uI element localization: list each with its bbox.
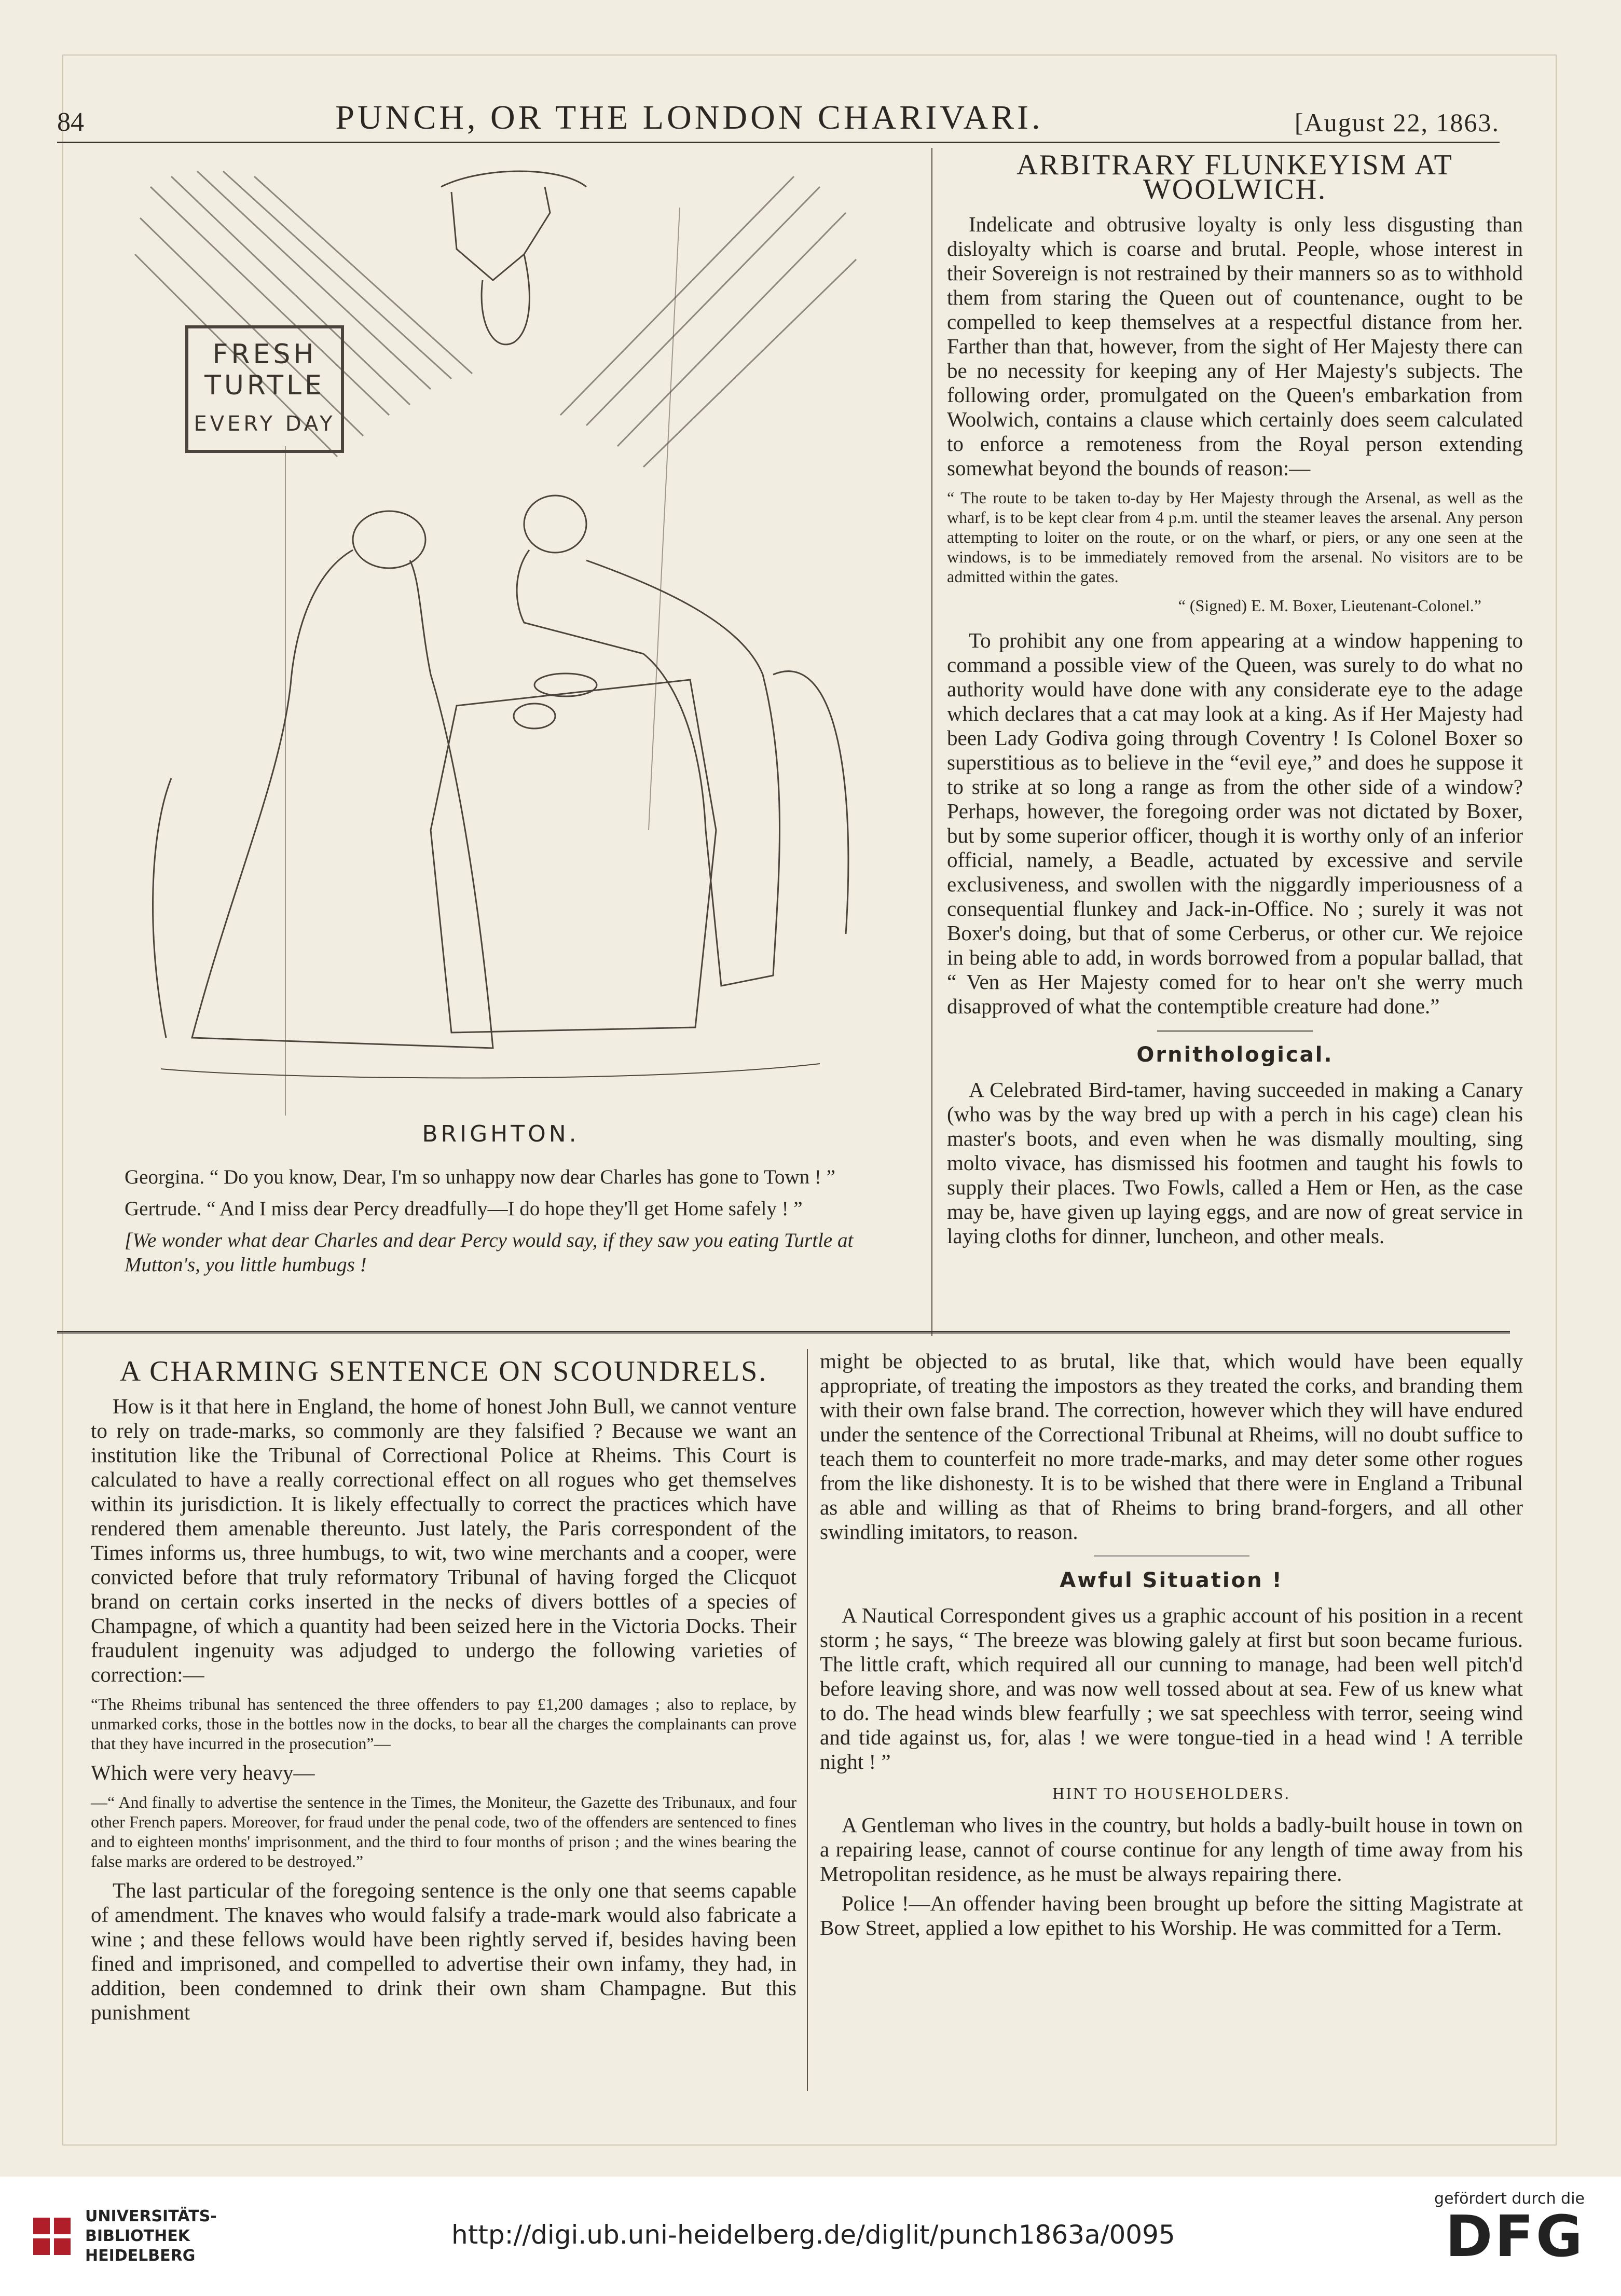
dfg-logo: DFG	[1445, 2203, 1585, 2270]
library-name-1: UNIVERSITÄTS-	[85, 2207, 217, 2225]
article-paragraph: A Celebrated Bird-tamer, having succeeded in making a Canary (who was by the way bred up with a perch in his cage) clean his master's boots, and even when he was dismally moulting, sing molto vivace, has dismissed his footmen and taught his fowls to supply their places. Two Fowls, called a Hem or Hen, as the case may be, have given up laying eggs, and are now of great service in laying cloths for dinner, luncheon, and other meals.	[947, 1078, 1523, 1248]
caption-editorial: [We wonder what dear Charles and dear Percy would say, if they saw you eating Turtle at Mutton's, you little humbugs !	[125, 1229, 854, 1276]
section-separator	[57, 1331, 1510, 1333]
caption-gertrude: Gertrude. “ And I miss dear Percy dreadfully—I do hope they'll get Home safely ! ”	[125, 1198, 803, 1220]
library-emblem-icon	[31, 2216, 73, 2257]
article-title: A CHARMING SENTENCE ON SCOUNDRELS.	[119, 1355, 768, 1387]
article-charming-sentence	[91, 1355, 796, 2030]
article-paragraph: Police !—An offender having been brought up before the sitting Magistrate at Bow Street, applied a low epithet to his Worship. He was committed for a Term.	[820, 1891, 1523, 1940]
quoted-sentence: “The Rheims tribunal has sentenced the three offenders to pay £1,200 damages ; also to replace, by unmarked corks, those in the bottles now in the docks, to bear all the charges the complainants can prove that they have incurred in the prosecution”—	[91, 1695, 796, 1753]
funded-by-label: gefördert durch die	[1434, 2190, 1585, 2208]
funder-logo[interactable]	[1434, 2190, 1585, 2270]
article-paragraph: Indelicate and obtrusive loyalty is only less disgusting than disloyalty which is coarse and brutal. People, whose interest in their Sovereign is not restrained by their manners so as to withhold them from staring the Queen out of countenance, ought to be compelled to keep themselves at a respectful distance from her. Farther than that, however, from the sight of Her Majesty there can be no necessity for keeping any of Her Majesty's subjects. The following order, promulgated on the Queen's embarkation from Woolwich, contains a clause which certainly does seem calculated to enforce a remoteness from the Royal person extending somewhat beyond the bounds of reason:—	[947, 212, 1523, 480]
illustration-caption	[125, 1165, 887, 1284]
order-signature: “ (Signed) E. M. Boxer, Lieutenant-Colonel.”	[1178, 596, 1481, 615]
library-name-2: BIBLIOTHEK	[85, 2227, 190, 2245]
sign-text-3: EVERY DAY	[194, 412, 336, 436]
library-name-3: HEIDELBERG	[85, 2247, 196, 2265]
library-logo[interactable]	[31, 2207, 217, 2266]
divider-rule	[1157, 1030, 1313, 1032]
masthead-title: PUNCH, OR THE LONDON CHARIVARI.	[335, 99, 1043, 136]
sign-text-2: TURTLE	[204, 370, 325, 401]
article-title-ornithological: Ornithological.	[1136, 1043, 1334, 1067]
article-paragraph: A Nautical Correspondent gives us a graphic account of his position in a recent storm ; he says, “ The breeze was blowing galely at first but soon became furious. The little craft, which required all our cunning to manage, had been well pitch'd before leaving shore, and was now well tossed about at sea. Few of us knew what to do. The head winds blew fearfully ; we sat speechless with terror, seeing wind and tide against us, for, alas ! we were tongue-tied in a head wind ! A terrible night ! ”	[820, 1603, 1523, 1773]
column-divider	[931, 148, 932, 1336]
article-title: ARBITRARY FLUNKEYISM AT WOOLWICH.	[1016, 149, 1453, 205]
brighton-illustration	[119, 156, 882, 1116]
article-paragraph: How is it that here in England, the home of honest John Bull, we cannot venture to rely on trade-marks, so commonly are they falsified ? Because we want an institution like the Tribunal of Correctional Police at Rheims. This Court is calculated to have a really correctional effect on all rogues who get themselves within its jurisdiction. It is likely effectually to correct the practices which have rendered them amenable thereunto. Just lately, the Paris correspondent of the Times informs us, three humbugs, to wit, two wine merchants and a cooper, were convicted before that truly reformatory Tribunal of having forged the Clicquot brand on certain corks inserted in the necks of divers bottles of a species of Champagne, of which a quantity had been seized here in the Victoria Docks. Their fraudulent ingenuity was adjudged to undergo the following varieties of correction:—	[91, 1394, 796, 1686]
source-url-link[interactable]: http://digi.ub.uni-heidelberg.de/diglit/punch1863a/0095	[451, 2220, 1175, 2250]
article-paragraph: The last particular of the foregoing sentence is the only one that seems capable of amendment. The knaves who would falsify a trade-mark would also fabricate a wine ; and these fellows would have been rightly served if, besides having been fined and imprisoned, and compelled to advertise their own infamy, they had, in addition, been condemned to drink their own sham Champagne. But this punishment	[91, 1878, 796, 2024]
caption-georgina: Georgina. “ Do you know, Dear, I'm so unhappy now dear Charles has gone to Town ! ”	[125, 1166, 835, 1188]
article-paragraph: A Gentleman who lives in the country, but holds a badly-built house in town on a repairing lease, cannot of course continue for any length of time away from his Metropolitan residence, as he must be always repairing there.	[820, 1813, 1523, 1886]
footer-bar	[0, 2177, 1621, 2296]
article-title-awful-situation: Awful Situation !	[1060, 1569, 1283, 1592]
article-paragraph: might be objected to as brutal, like that, which would have been equally appropriate, of treating the impostors as they treated the corks, and branding them with their own false brand. The correction, however which they will have endured under the sentence of the Correctional Tribunal at Rheims, will no doubt suffice to teach them to counterfeit no more trade-marks, and may deter some other rogues from the like dishonesty. It is to be wished that there were in England a Tribunal as able and willing as that of Rheims to bring brand-forgers, and all other swindling imitators, to reason.	[820, 1349, 1523, 1544]
article-title-hint: HINT TO HOUSEHOLDERS.	[1052, 1784, 1290, 1803]
column-divider-lower	[807, 1349, 808, 2091]
quoted-sentence: —“ And finally to advertise the sentence in the Times, the Moniteur, the Gazette des Tribunaux, and four other French papers. Moreover, for fraud under the penal code, two of the offenders are sentenced to fines and to eighteen months' imprisonment, and the third to four months of prison ; and the wines bearing the false marks are ordered to be destroyed.”	[91, 1793, 796, 1871]
article-paragraph: Which were very heavy—	[91, 1761, 315, 1784]
article-flunkeyism	[947, 149, 1523, 1254]
page-header	[57, 91, 1500, 143]
page-number: 84	[57, 107, 84, 137]
sign-text-1: FRESH	[212, 339, 317, 370]
article-continued	[820, 1349, 1523, 1945]
issue-date: [August 22, 1863.	[1294, 108, 1500, 137]
article-paragraph: To prohibit any one from appearing at a window happening to command a possible view of the Queen, was surely to do what no authority would have done with any considerate eye to the adage which declares that a cat may look at a king. As if Her Majesty had been Lady Godiva going through Coventry ! Is Colonel Boxer so superstitious as to believe in the “evil eye,” and does he suppose it to strike at so long a range as from the other side of a window? Perhaps, however, the foregoing order was not dictated by Boxer, but by some superior officer, though it is worthy only of an inferior official, namely, a Beadle, actuated by excessive and servile exclusiveness, and swollen with the niggardly imperiousness of a consequential flunkey and Jack-in-Office. No ; surely it was not Boxer's doing, but that of some Cerberus, or other cur. We rejoice in being able to add, in words borrowed from a popular ballad, that “ Ven as Her Majesty comed for to hear on't she werry much disapproved of what the contemptible creature had done.”	[947, 628, 1523, 1018]
divider-rule	[1094, 1556, 1249, 1557]
illustration-caption-title: BRIGHTON.	[422, 1121, 580, 1147]
quoted-order: “ The route to be taken to-day by Her Majesty through the Arsenal, as well as the wharf, is to be kept clear from 4 p.m. until the steamer leaves the arsenal. Any person attempting to loiter on the route, or on the wharf, or piers, or any one seen at the windows, is to be immediately removed from the arsenal. No visitors are to be admitted within the gates.	[947, 488, 1523, 586]
